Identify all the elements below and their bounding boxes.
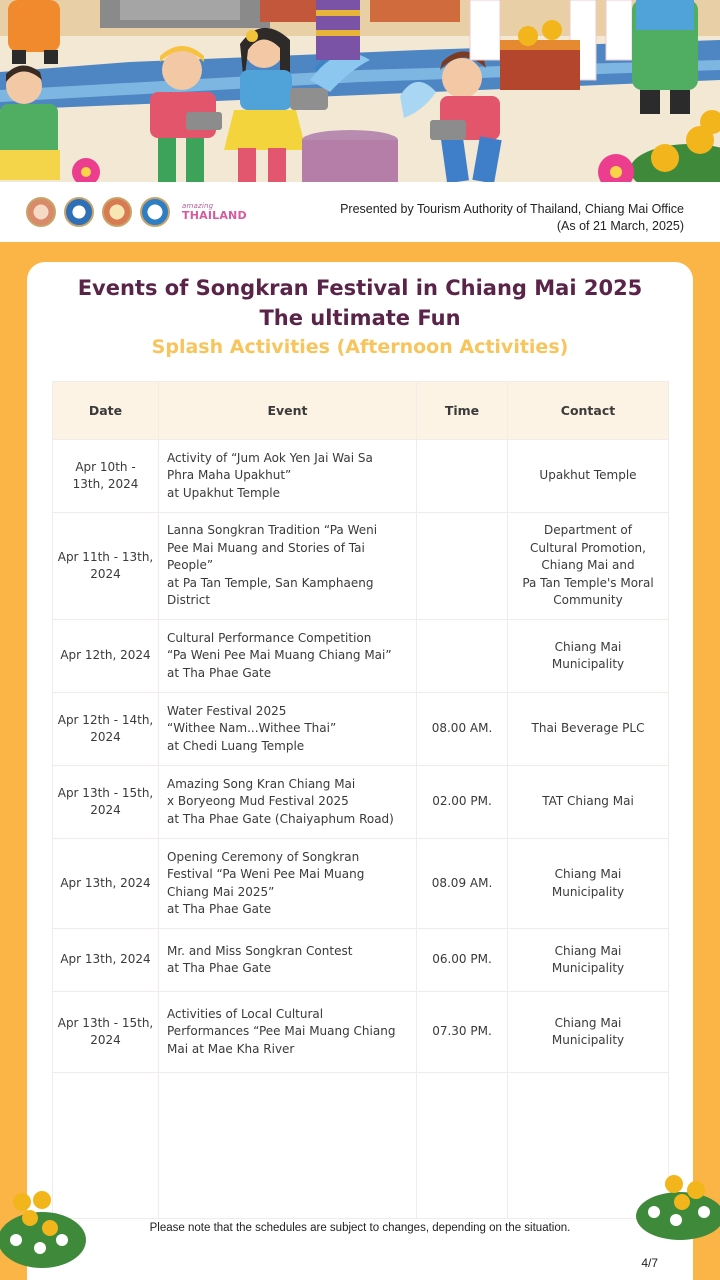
col-header-time: Time (417, 382, 508, 440)
cell-date: Apr 11th - 13th, 2024 (53, 513, 159, 620)
schedule-card (27, 262, 693, 1280)
cell-event: Opening Ceremony of Songkran Festival “Pa Weni Pee Mai Muang Chiang Mai 2025” at Tha Phae Gate (159, 839, 417, 929)
cell-contact: Chiang Mai Municipality (508, 620, 669, 693)
cell-time (417, 620, 508, 693)
header-illustration (0, 0, 720, 182)
table-row (53, 513, 669, 620)
cell-event: Amazing Song Kran Chiang Mai x Boryeong Mud Festival 2025 at Tha Phae Gate (Chaiyaphum Road) (159, 766, 417, 839)
cell-time: 02.00 PM. (417, 766, 508, 839)
disclaimer-note: Please note that the schedules are subject to changes, depending on the situation. (149, 1222, 571, 1234)
logo-seal-3 (102, 197, 132, 227)
logo-seal-1 (26, 197, 56, 227)
cell-time: 08.00 AM. (417, 693, 508, 766)
cell-date: Apr 13th, 2024 (53, 929, 159, 992)
presenter-date: (As of 21 March, 2025) (556, 219, 684, 233)
page-title-line2: The ultimate Fun (259, 306, 461, 330)
table-header-row (53, 382, 669, 440)
cell-time (417, 440, 508, 513)
table-row (53, 992, 669, 1073)
cell-date: Apr 13th - 15th, 2024 (53, 992, 159, 1073)
page-number: 4/7 (641, 1256, 658, 1270)
presenter-strip (0, 182, 720, 242)
col-header-date: Date (53, 382, 159, 440)
cell-empty (417, 1073, 508, 1219)
cell-event: Cultural Performance Competition “Pa Weni Pee Mai Muang Chiang Mai” at Tha Phae Gate (159, 620, 417, 693)
cell-event: Mr. and Miss Songkran Contest at Tha Phae Gate (159, 929, 417, 992)
schedule-table (52, 381, 669, 1219)
flower-bush-right-icon (632, 1172, 720, 1242)
cell-time: 06.00 PM. (417, 929, 508, 992)
table-row (53, 693, 669, 766)
cell-time (417, 513, 508, 620)
col-header-contact: Contact (508, 382, 669, 440)
cell-contact: Department of Cultural Promotion, Chiang Mai and Pa Tan Temple's Moral Community (508, 513, 669, 620)
table-row (53, 440, 669, 513)
cell-time: 08.09 AM. (417, 839, 508, 929)
flower-bush-left-icon (0, 1188, 90, 1268)
cell-contact: Upakhut Temple (508, 440, 669, 513)
amazing-thailand-logo: amazing THAILAND (182, 202, 247, 222)
cell-date: Apr 13th - 15th, 2024 (53, 766, 159, 839)
cell-event: Activities of Local Cultural Performances “Pee Mai Muang Chiang Mai at Mae Kha River (159, 992, 417, 1073)
sponsor-logos (26, 196, 247, 228)
col-header-event: Event (159, 382, 417, 440)
cell-date: Apr 12th - 14th, 2024 (53, 693, 159, 766)
cell-contact: Chiang Mai Municipality (508, 992, 669, 1073)
table-row (53, 620, 669, 693)
table-empty-row (53, 1073, 669, 1219)
page-subtitle: Splash Activities (Afternoon Activities) (151, 336, 569, 358)
cell-date: Apr 13th, 2024 (53, 839, 159, 929)
cell-event: Water Festival 2025 “Withee Nam...Withee Thai” at Chedi Luang Temple (159, 693, 417, 766)
cell-contact: TAT Chiang Mai (508, 766, 669, 839)
cell-empty (159, 1073, 417, 1219)
table-row (53, 766, 669, 839)
logo-seal-2 (64, 197, 94, 227)
cell-date: Apr 10th - 13th, 2024 (53, 440, 159, 513)
cell-date: Apr 12th, 2024 (53, 620, 159, 693)
presenter-line: Presented by Tourism Authority of Thailand, Chiang Mai Office (340, 202, 684, 216)
cell-contact: Thai Beverage PLC (508, 693, 669, 766)
cell-time: 07.30 PM. (417, 992, 508, 1073)
cell-contact: Chiang Mai Municipality (508, 839, 669, 929)
cell-event: Lanna Songkran Tradition “Pa Weni Pee Mai Muang and Stories of Tai People” at Pa Tan Temple, San Kamphaeng District (159, 513, 417, 620)
logo-seal-4 (140, 197, 170, 227)
table-row (53, 839, 669, 929)
cell-contact: Chiang Mai Municipality (508, 929, 669, 992)
table-row (53, 929, 669, 992)
presenter-text (340, 201, 684, 235)
page-title: Events of Songkran Festival in Chiang Mai 2025 (77, 276, 643, 300)
cell-event: Activity of “Jum Aok Yen Jai Wai Sa Phra Maha Upakhut” at Upakhut Temple (159, 440, 417, 513)
